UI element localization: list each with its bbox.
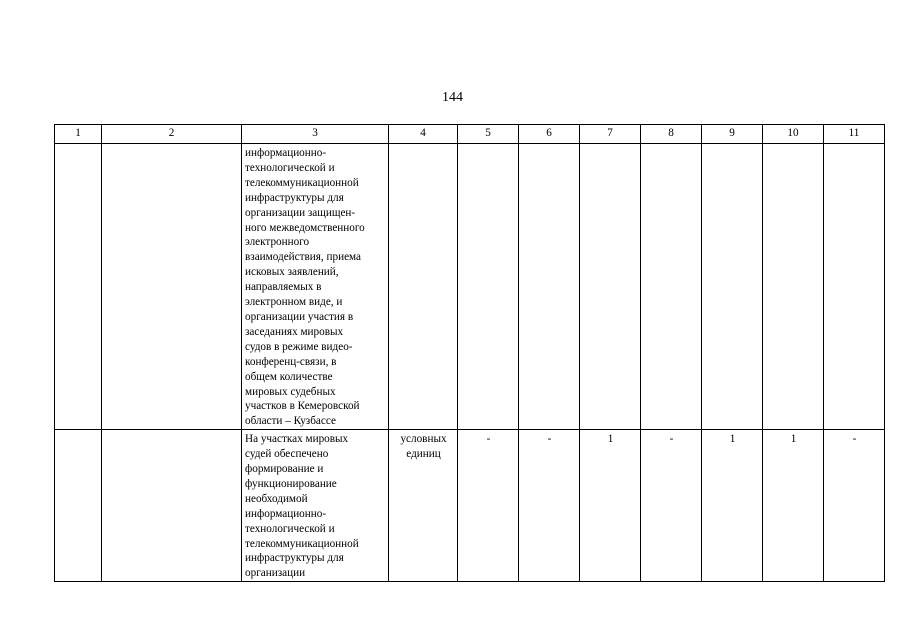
cell-text-line: единиц <box>406 448 441 461</box>
cell-col2 <box>102 430 242 582</box>
cell-text-line: формирование и <box>245 463 324 476</box>
cell-text-line: информационно- <box>245 507 327 520</box>
cell-text-line: условных <box>400 433 447 446</box>
cell-col8: - <box>641 430 702 582</box>
cell-col9 <box>702 144 763 430</box>
cell-text-line: инфраструктуры для <box>245 552 344 565</box>
table-header-row <box>55 125 885 144</box>
cell-text-line: телекоммуникационной <box>245 176 359 189</box>
cell-text-line: судей обеспечено <box>245 448 329 461</box>
cell-text-line: На участках мировых <box>245 433 349 446</box>
column-header: 4 <box>389 125 458 144</box>
column-header: 11 <box>824 125 885 144</box>
cell-col2 <box>102 144 242 430</box>
cell-text-line: исковых заявлений, <box>245 266 339 279</box>
data-table <box>54 124 885 582</box>
column-header: 5 <box>458 125 519 144</box>
column-header: 9 <box>702 125 763 144</box>
table-row <box>55 144 885 430</box>
cell-col7 <box>580 144 641 430</box>
cell-col11 <box>824 144 885 430</box>
column-header: 1 <box>55 125 102 144</box>
column-header: 2 <box>102 125 242 144</box>
cell-indicator-text <box>242 144 389 430</box>
cell-col10: 1 <box>763 430 824 582</box>
cell-col6 <box>519 144 580 430</box>
table-row <box>55 430 885 582</box>
cell-indicator-text <box>242 430 389 582</box>
cell-text-line: общем количестве <box>245 370 333 383</box>
cell-text-line: судов в режиме видео- <box>245 340 353 353</box>
cell-col5: - <box>458 430 519 582</box>
column-header: 10 <box>763 125 824 144</box>
cell-col11: - <box>824 430 885 582</box>
column-header: 8 <box>641 125 702 144</box>
cell-text-line: организации защищен- <box>245 206 356 219</box>
cell-col7: 1 <box>580 430 641 582</box>
cell-text-line: функционирование <box>245 477 337 490</box>
cell-unit <box>389 144 458 430</box>
cell-text-line: технологической и <box>245 161 335 174</box>
cell-col1 <box>55 144 102 430</box>
column-header: 3 <box>242 125 389 144</box>
cell-text-line: технологической и <box>245 522 335 535</box>
cell-text-line: взаимодействия, приема <box>245 251 362 264</box>
cell-col6: - <box>519 430 580 582</box>
cell-text-line: области – Кузбассе <box>245 415 336 428</box>
cell-col5 <box>458 144 519 430</box>
cell-col9: 1 <box>702 430 763 582</box>
column-header: 6 <box>519 125 580 144</box>
cell-col10 <box>763 144 824 430</box>
page-number: 144 <box>442 90 463 105</box>
cell-text-line: телекоммуникационной <box>245 537 359 550</box>
cell-text-line: необходимой <box>245 492 308 505</box>
cell-text-line: направляемых в <box>245 281 322 294</box>
cell-text-line: электронном виде, и <box>245 296 343 309</box>
cell-text-line: мировых судебных <box>245 385 336 398</box>
cell-text-line: заседаниях мировых <box>245 325 344 338</box>
cell-text-line: организации участия в <box>245 310 354 323</box>
cell-text-line: ного межведомственного <box>245 221 365 234</box>
cell-col1 <box>55 430 102 582</box>
cell-text-line: электронного <box>245 236 310 249</box>
cell-text-line: организации <box>245 567 306 580</box>
cell-text-line: участков в Кемеровской <box>245 400 360 413</box>
column-header: 7 <box>580 125 641 144</box>
cell-text-line: инфраструктуры для <box>245 191 344 204</box>
cell-text-line: информационно- <box>245 147 327 159</box>
cell-text-line: конференц-связи, в <box>245 355 337 368</box>
cell-unit <box>389 430 458 582</box>
cell-col8 <box>641 144 702 430</box>
